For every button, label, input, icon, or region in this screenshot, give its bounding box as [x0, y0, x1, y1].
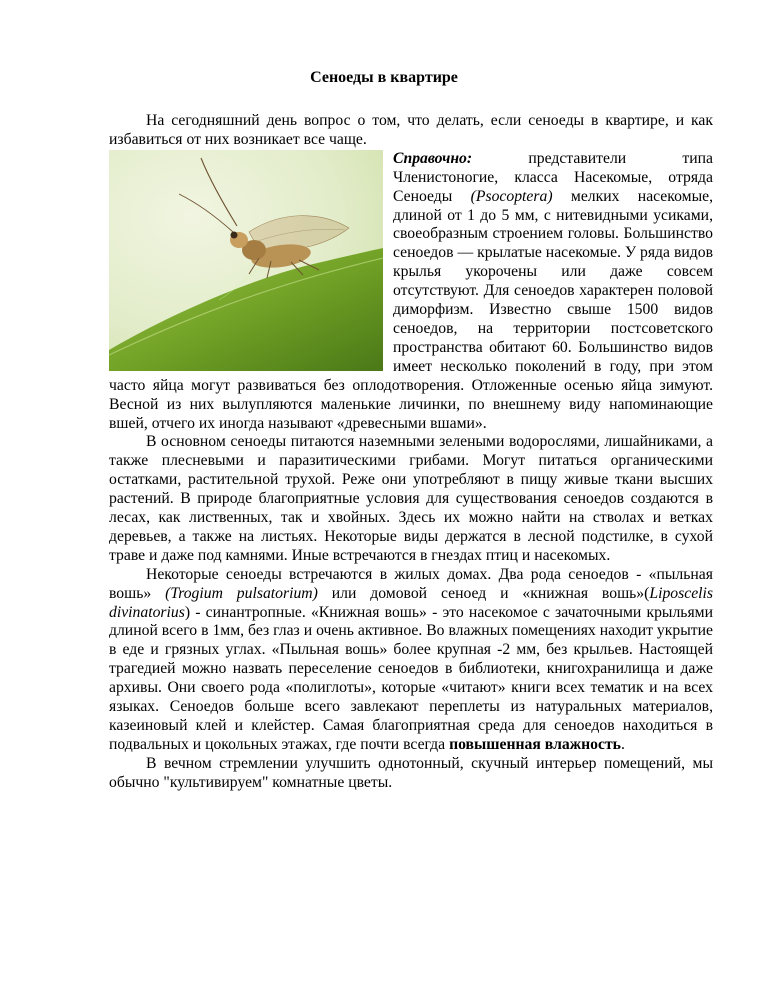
homes-latin-2: Liposcelis divinatorius — [109, 584, 713, 621]
document-body — [109, 112, 713, 793]
insect-on-leaf-image — [109, 150, 383, 371]
psocoptera-photo — [109, 150, 383, 371]
paragraph-homes — [109, 566, 713, 755]
paragraph-plants: В вечном стремлении улучшить однотонный, скучный интерьер помещений, мы обычно "культивируем" комнатные цветы. — [109, 754, 713, 791]
reference-text-a: представители типа Членистоногие, класса Насекомые, отряда Сеноеды — [393, 149, 713, 205]
homes-text-b: или домовой сеноед и «книжная вошь»( — [317, 584, 650, 602]
document-title: Сеноеды в квартире — [310, 69, 458, 86]
insect-eye — [231, 231, 238, 238]
homes-text-d: . — [620, 735, 625, 753]
paragraph-diet: В основном сеноеды питаются наземными зелеными водорослями, лишайниками, а также плесневыми и паразитическими грибами. Могут питаться органическими остатками, растительной трухой. Реже они употребляют в пищу живые ткани высших растений. В природе благоприятные условия для существования сеноедов создаются в лесах, как лиственных, так и хвойных. Здесь их можно найти на стволах и ветках деревьев, а также на листьях. Некоторые виды держатся в лесной подстилке, в сухой траве и даже под камнями. Иные встречаются в гнездах птиц и насекомых. — [109, 433, 713, 564]
homes-bold-humidity: повышенная влажность — [449, 735, 621, 753]
reference-text-b: мелких насекомые, длиной от 1 до 5 мм, с нитевидными усиками, своеобразным строением головы. Большинство сеноедов — крылатые насекомые. У ряда видов крылья укорочены или даже совсем отсутствуют. Для сеноедов характерен половой диморфизм. Известно свыше 1500 видов сеноедов, на территории постсоветского пространства обитают 60. Большинство видов имеет несколько поколений в году, при этом часто яйца могут развиваться без оплодотворения. Отложенные осенью яйца зимуют. Весной из них вылупляются маленькие личинки, по внешнему виду напоминающие вшей, отчего их иногда называют «древесными вшами». — [109, 187, 713, 432]
reference-latin: (Psocoptera) — [470, 187, 553, 205]
paragraph-intro: На сегодняшний день вопрос о том, что делать, если сеноеды в квартире, и как избавиться от них возникает все чаще. — [109, 112, 713, 148]
homes-text-c: ) - синантропные. «Книжная вошь» - это насекомое с зачаточными крыльями длиной всего в 1мм, без глаз и очень активное. Во влажных помещениях находит укрытие в еде и грязных углах. «Пыльная вошь» более крупная -2 мм, без крыльев. Настоящей трагедией можно назвать переселение сеноедов в библиотеки, книгохранилища и даже архивы. Они своего рода «полиглоты», которые «читают» книги всех тематик и на всех языках. Сеноедов больше всего завлекают переплеты из натуральных материалов, казеиновый клей и клейстер. Самая благоприятная среда для сеноедов находиться в подвальных и цокольных этажах, где почти всегда — [109, 603, 713, 753]
reference-label: Справочно: — [393, 149, 473, 167]
homes-text-a: Некоторые сеноеды встречаются в жилых домах. Два рода сеноедов - «пыльная вошь» — [109, 565, 713, 602]
homes-latin-1: (Trogium pulsatorium) — [165, 584, 318, 602]
